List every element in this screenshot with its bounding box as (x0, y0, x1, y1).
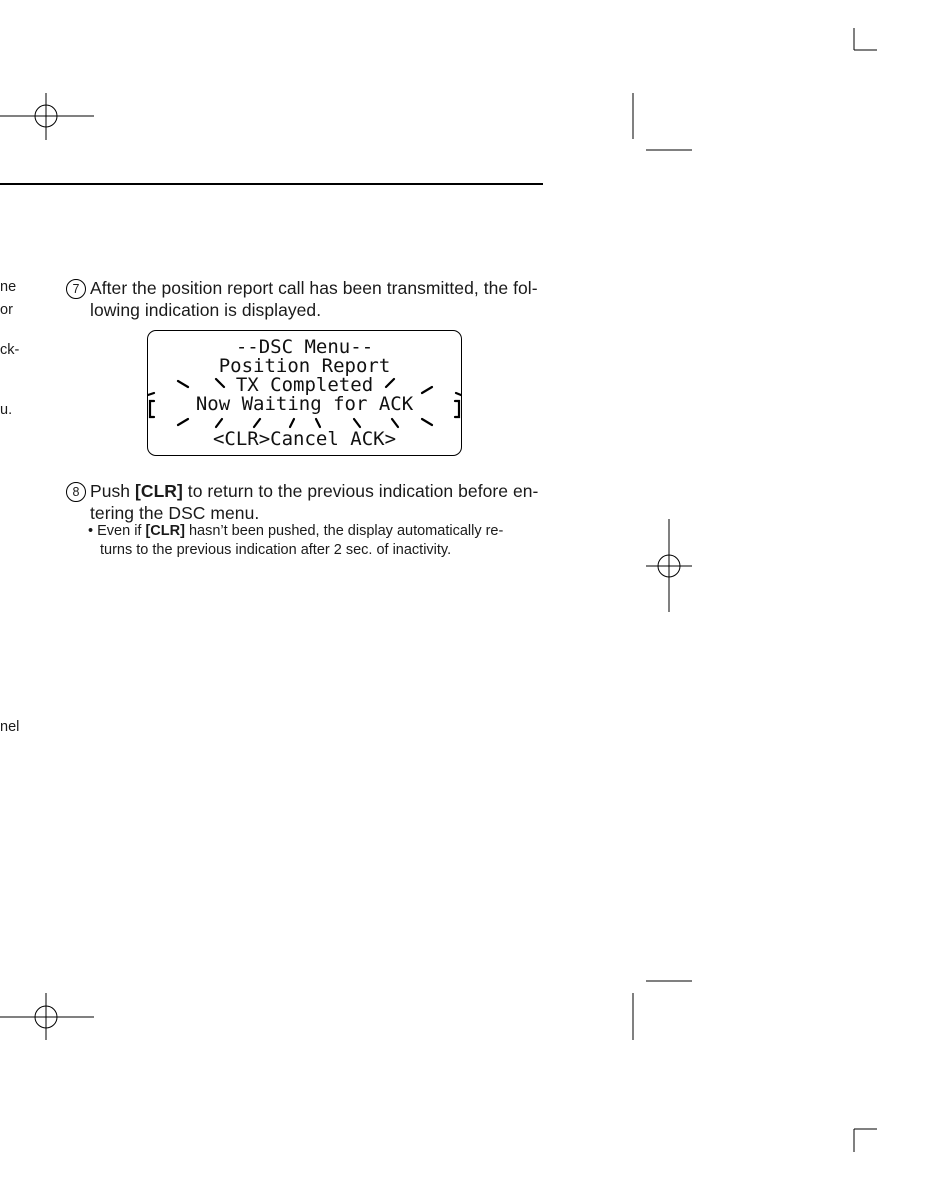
step-text-continued: lowing indication is displayed. (90, 300, 322, 320)
lcd-line-title: --DSC Menu-- (235, 336, 374, 358)
fragment-text: u. (0, 402, 13, 418)
header-rule (0, 183, 543, 185)
fragment-text: nel (0, 719, 20, 735)
fragment-text: or (0, 302, 13, 318)
lcd-line-waiting: Now Waiting for ACK (195, 393, 414, 415)
lcd-line-status: TX Completed (235, 374, 374, 396)
step-text-prefix: Push (90, 481, 135, 501)
note-text-continued: turns to the previous indication after 2 sec. of inactivity. (100, 542, 452, 558)
fragment-text: ne (0, 279, 17, 295)
step-number: 8 (66, 482, 86, 502)
step-7 (66, 277, 546, 321)
lcd-display (147, 330, 462, 456)
step-number: 7 (66, 279, 86, 299)
step-text: After the position report call has been transmitted, the fol- (90, 278, 538, 298)
lcd-line-mode: Position Report (218, 355, 391, 377)
step-8 (66, 480, 546, 524)
clr-key-label: [CLR] (145, 523, 185, 539)
fragment-text: ck- (0, 342, 20, 358)
step-text-continued: tering the DSC menu. (90, 503, 260, 523)
step-text-suffix: to return to the previous indication before en- (182, 481, 539, 501)
bullet-icon: • (88, 523, 94, 539)
note-bullet (88, 522, 550, 560)
clr-key-label: [CLR] (135, 481, 183, 501)
blink-marks-icon (148, 331, 461, 455)
note-text-suffix: hasn’t been pushed, the display automatically re- (184, 523, 504, 539)
lcd-line-softkey: <CLR>Cancel ACK> (212, 428, 397, 450)
note-text-prefix: Even if (97, 523, 146, 539)
